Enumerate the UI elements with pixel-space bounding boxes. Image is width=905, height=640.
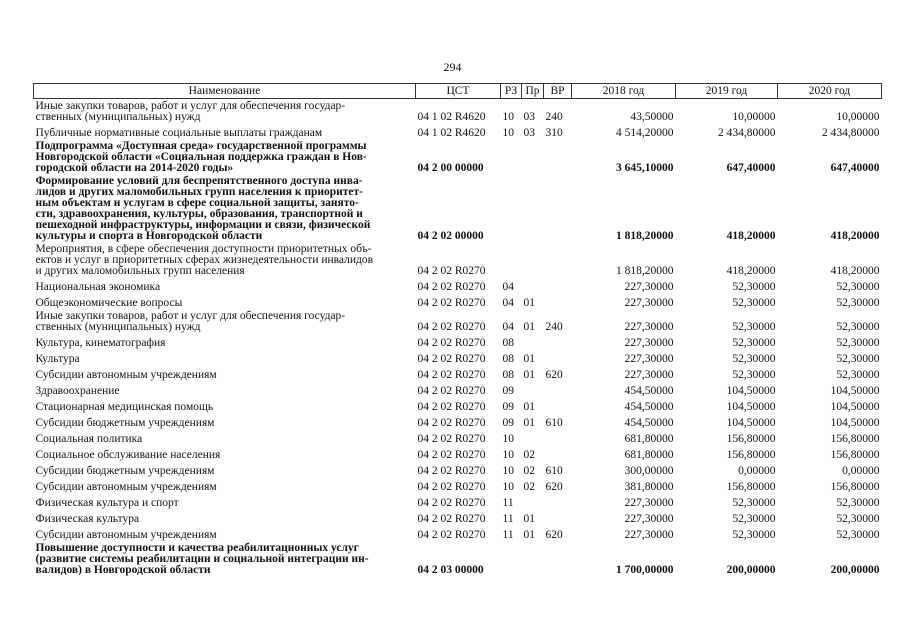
cell-name [34, 413, 416, 429]
cell-rz: 09 [502, 401, 514, 413]
table-row [34, 525, 882, 541]
cell-2018: 1 818,20000 [616, 265, 674, 277]
cell-cst: 04 2 02 R0270 [417, 513, 486, 525]
cell-2018: 227,30000 [624, 281, 674, 293]
cell-2018: 227,30000 [624, 497, 674, 509]
cell-2018: 227,30000 [624, 321, 674, 333]
cell-vr [544, 277, 572, 293]
header-2019: 2019 год [676, 84, 778, 99]
cell-pr [522, 242, 544, 277]
table-row [34, 541, 882, 576]
header-2020: 2020 год [778, 84, 882, 99]
cell-cst: 04 2 02 R0270 [417, 337, 486, 349]
cell-vr: 610 [545, 465, 563, 477]
table-row [34, 381, 882, 397]
cell-2018: 227,30000 [624, 513, 674, 525]
cell-2020: 2 434,80000 [822, 127, 880, 139]
cell-vr: 620 [545, 369, 563, 381]
header-pr: Пр [522, 84, 544, 99]
cell-name [34, 365, 416, 381]
cell-vr [544, 493, 572, 509]
cell-2018: 227,30000 [624, 297, 674, 309]
cell-name [34, 541, 416, 576]
cell-2019: 418,20000 [726, 265, 776, 277]
cell-name-line: лидов и других маломобильных групп населения к приоритет- [35, 186, 364, 198]
cell-2019: 52,30000 [732, 369, 776, 381]
cell-2019: 156,80000 [726, 449, 776, 461]
cell-rz: 04 [502, 321, 514, 333]
cell-name-line: Мероприятия, в сфере обеспечения доступности приоритетных объ- [35, 243, 372, 255]
cell-pr: 01 [523, 417, 535, 429]
cell-2019: 156,80000 [726, 481, 776, 493]
cell-name-line: Иные закупки товаров, работ и услуг для обеспечения государ- [35, 100, 346, 112]
cell-vr: 610 [545, 417, 563, 429]
cell-2018: 43,50000 [630, 111, 674, 123]
cell-rz: 04 [502, 281, 514, 293]
cell-pr: 03 [523, 127, 535, 139]
cell-name-line: Субсидии бюджетным учреждениям [35, 465, 215, 477]
cell-2019: 104,50000 [726, 385, 776, 397]
cell-rz [501, 139, 522, 174]
table-row [34, 477, 882, 493]
cell-2019: 10,00000 [732, 111, 776, 123]
cell-name [34, 293, 416, 309]
cell-pr [522, 541, 544, 576]
cell-cst: 04 2 02 R0270 [417, 353, 486, 365]
cell-name-line: Социальная политика [35, 433, 143, 445]
cell-name [34, 123, 416, 139]
table-header-row [34, 84, 882, 99]
cell-2019: 104,50000 [726, 417, 776, 429]
cell-2020: 52,30000 [836, 337, 880, 349]
cell-cst: 04 2 02 R0270 [417, 385, 486, 397]
cell-2018: 454,50000 [624, 401, 674, 413]
header-2018: 2018 год [572, 84, 676, 99]
cell-2018: 227,30000 [624, 337, 674, 349]
cell-2020: 647,40000 [830, 162, 880, 174]
cell-name [34, 397, 416, 413]
cell-cst: 04 2 00 00000 [417, 162, 484, 174]
cell-name-line: Субсидии автономным учреждениям [35, 481, 217, 493]
cell-rz: 09 [502, 385, 514, 397]
cell-rz: 10 [502, 465, 514, 477]
cell-pr [522, 174, 544, 242]
cell-pr: 01 [523, 401, 535, 413]
cell-2020: 156,80000 [830, 433, 880, 445]
budget-table [33, 83, 882, 576]
cell-2020: 52,30000 [836, 281, 880, 293]
cell-name-line: Физическая культура [35, 513, 140, 525]
cell-2019: 200,00000 [726, 564, 776, 576]
cell-cst: 04 2 02 R0270 [417, 529, 486, 541]
cell-cst: 04 2 02 R0270 [417, 465, 486, 477]
cell-2019: 0,00000 [738, 465, 776, 477]
cell-pr [522, 493, 544, 509]
cell-name-line: валидов) в Новгородской области [35, 564, 211, 576]
cell-2020: 52,30000 [836, 353, 880, 365]
cell-rz: 09 [502, 417, 514, 429]
cell-2019: 418,20000 [726, 230, 776, 242]
cell-name-line: Социальное обслуживание населения [35, 449, 221, 461]
cell-name-line: ственных (муниципальных) нужд [35, 111, 201, 123]
cell-2020: 0,00000 [842, 465, 880, 477]
table-row [34, 174, 882, 242]
cell-cst: 04 2 02 R0270 [417, 265, 486, 277]
cell-rz: 10 [502, 433, 514, 445]
cell-rz: 04 [502, 297, 514, 309]
cell-2019: 156,80000 [726, 433, 776, 445]
cell-cst: 04 2 02 R0270 [417, 433, 486, 445]
cell-vr [544, 397, 572, 413]
cell-2020: 418,20000 [830, 265, 880, 277]
cell-vr: 620 [545, 481, 563, 493]
cell-name [34, 477, 416, 493]
table-row [34, 242, 882, 277]
cell-name-line: городской области на 2014-2020 годы» [35, 162, 234, 174]
cell-pr: 02 [523, 481, 535, 493]
cell-rz: 10 [502, 449, 514, 461]
cell-2020: 156,80000 [830, 481, 880, 493]
cell-cst: 04 2 02 R0270 [417, 321, 486, 333]
cell-vr [544, 381, 572, 397]
cell-rz [501, 242, 522, 277]
cell-pr [522, 429, 544, 445]
cell-name-line: Формирование условий для беспрепятственного доступа инва- [35, 175, 363, 187]
cell-pr: 01 [523, 321, 535, 333]
cell-name [34, 493, 416, 509]
table-row [34, 493, 882, 509]
cell-2018: 227,30000 [624, 529, 674, 541]
cell-2020: 104,50000 [830, 385, 880, 397]
cell-name-line: Иные закупки товаров, работ и услуг для обеспечения государ- [35, 310, 346, 322]
cell-2018: 227,30000 [624, 369, 674, 381]
cell-name [34, 242, 416, 277]
cell-name-line: (развитие системы реабилитации и социальной интеграции ин- [35, 553, 369, 565]
table-row [34, 445, 882, 461]
cell-name [34, 461, 416, 477]
cell-name-line: Повышение доступности и качества реабилитационных услуг [35, 542, 359, 554]
cell-name-line: Национальная экономика [35, 281, 161, 293]
cell-vr: 620 [545, 529, 563, 541]
cell-name [34, 525, 416, 541]
cell-rz: 10 [502, 481, 514, 493]
cell-rz [501, 541, 522, 576]
cell-pr: 02 [523, 449, 535, 461]
cell-pr: 01 [523, 297, 535, 309]
cell-vr [544, 429, 572, 445]
cell-2019: 52,30000 [732, 337, 776, 349]
cell-name [34, 277, 416, 293]
cell-name-line: Новгородской области «Социальная поддержка граждан в Нов- [35, 151, 367, 163]
cell-vr [544, 174, 572, 242]
cell-cst: 04 2 02 R0270 [417, 481, 486, 493]
cell-vr [544, 445, 572, 461]
cell-rz: 11 [502, 513, 514, 525]
cell-name-line: ственных (муниципальных) нужд [35, 321, 201, 333]
cell-2018: 300,00000 [624, 465, 674, 477]
cell-2019: 2 434,80000 [718, 127, 776, 139]
cell-rz: 11 [502, 529, 514, 541]
cell-pr: 01 [523, 529, 535, 541]
cell-vr: 240 [545, 111, 563, 123]
cell-2019: 647,40000 [726, 162, 776, 174]
table-row [34, 293, 882, 309]
cell-name-line: Физическая культура и спорт [35, 497, 179, 509]
cell-cst: 04 2 02 R0270 [417, 369, 486, 381]
page-number: 294 [443, 60, 462, 74]
cell-name-line: культуры и спорта в Новгородской области [35, 230, 263, 242]
cell-cst: 04 2 02 R0270 [417, 449, 486, 461]
cell-vr: 240 [545, 321, 563, 333]
cell-cst: 04 2 02 R0270 [417, 297, 486, 309]
cell-name-line: Субсидии автономным учреждениям [35, 529, 217, 541]
table-row [34, 397, 882, 413]
cell-2020: 52,30000 [836, 513, 880, 525]
cell-name-line: ектов и услуг в приоритетных сферах жизнедеятельности инвалидов [35, 254, 374, 266]
cell-rz: 08 [502, 353, 514, 365]
cell-cst: 04 1 02 R4620 [417, 127, 486, 139]
table-body [34, 99, 882, 577]
cell-pr: 01 [523, 369, 535, 381]
cell-2018: 454,50000 [624, 385, 674, 397]
cell-vr [544, 293, 572, 309]
cell-2020: 156,80000 [830, 449, 880, 461]
cell-2020: 52,30000 [836, 297, 880, 309]
table-row [34, 429, 882, 445]
cell-cst: 04 2 02 R0270 [417, 401, 486, 413]
table-row [34, 139, 882, 174]
cell-name-line: Стационарная медицинская помощь [35, 401, 214, 413]
cell-rz: 11 [502, 497, 514, 509]
table-row [34, 99, 882, 124]
cell-name-line: Субсидии автономным учреждениям [35, 369, 217, 381]
cell-vr [544, 541, 572, 576]
cell-2019: 104,50000 [726, 401, 776, 413]
cell-2018: 381,80000 [624, 481, 674, 493]
cell-name-line: Субсидии бюджетным учреждениям [35, 417, 215, 429]
cell-2020: 104,50000 [830, 417, 880, 429]
cell-rz: 10 [502, 127, 514, 139]
cell-cst: 04 2 02 00000 [417, 230, 484, 242]
cell-cst: 04 2 02 R0270 [417, 417, 486, 429]
cell-2018: 454,50000 [624, 417, 674, 429]
cell-cst: 04 2 02 R0270 [417, 281, 486, 293]
cell-2020: 52,30000 [836, 321, 880, 333]
cell-2018: 227,30000 [624, 353, 674, 365]
cell-2019: 52,30000 [732, 497, 776, 509]
table-row [34, 349, 882, 365]
cell-pr: 01 [523, 513, 535, 525]
cell-2019: 52,30000 [732, 297, 776, 309]
cell-cst: 04 2 03 00000 [417, 564, 484, 576]
cell-pr [522, 333, 544, 349]
cell-2018: 3 645,10000 [616, 162, 674, 174]
cell-name-line: пешеходной инфраструктуры, информации и связи, физической [35, 219, 371, 231]
cell-name-line: Культура [35, 353, 80, 365]
cell-2020: 10,00000 [836, 111, 880, 123]
cell-name [34, 99, 416, 124]
cell-2019: 52,30000 [732, 281, 776, 293]
cell-2020: 200,00000 [830, 564, 880, 576]
cell-2020: 52,30000 [836, 529, 880, 541]
table-row [34, 309, 882, 333]
cell-2020: 52,30000 [836, 497, 880, 509]
cell-vr [544, 509, 572, 525]
cell-name [34, 349, 416, 365]
cell-name [34, 309, 416, 333]
cell-vr [544, 333, 572, 349]
cell-2019: 52,30000 [732, 321, 776, 333]
cell-name-line: Публичные нормативные социальные выплаты гражданам [35, 127, 323, 139]
cell-pr: 03 [523, 111, 535, 123]
cell-rz [501, 174, 522, 242]
header-name: Наименование [34, 84, 416, 99]
cell-name [34, 509, 416, 525]
cell-rz: 10 [502, 111, 514, 123]
cell-vr [544, 242, 572, 277]
cell-2018: 4 514,20000 [616, 127, 674, 139]
cell-name [34, 429, 416, 445]
cell-2020: 104,50000 [830, 401, 880, 413]
cell-vr [544, 139, 572, 174]
cell-2018: 681,80000 [624, 449, 674, 461]
cell-name [34, 174, 416, 242]
cell-rz: 08 [502, 369, 514, 381]
cell-name [34, 445, 416, 461]
cell-2019: 52,30000 [732, 353, 776, 365]
cell-pr [522, 381, 544, 397]
cell-name [34, 139, 416, 174]
cell-pr: 01 [523, 353, 535, 365]
cell-2019: 52,30000 [732, 513, 776, 525]
cell-name [34, 333, 416, 349]
cell-cst: 04 2 02 R0270 [417, 497, 486, 509]
cell-name [34, 381, 416, 397]
cell-rz: 08 [502, 337, 514, 349]
cell-2018: 1 818,20000 [616, 230, 674, 242]
cell-2018: 1 700,00000 [616, 564, 674, 576]
header-cst: ЦСТ [416, 84, 501, 99]
cell-pr [522, 277, 544, 293]
cell-pr [522, 139, 544, 174]
cell-name-line: Общеэкономические вопросы [35, 297, 183, 309]
cell-name-line: и других маломобильных групп населения [35, 265, 245, 277]
table-row [34, 333, 882, 349]
cell-name-line: Здравоохранение [35, 385, 120, 397]
header-vr: ВР [544, 84, 572, 99]
cell-2020: 52,30000 [836, 369, 880, 381]
cell-pr: 02 [523, 465, 535, 477]
table-row [34, 461, 882, 477]
table-row [34, 509, 882, 525]
cell-2019: 52,30000 [732, 529, 776, 541]
cell-2018: 681,80000 [624, 433, 674, 445]
table-row [34, 365, 882, 381]
cell-name-line: ным объектам и услугам в сфере социальной защиты, занято- [35, 197, 359, 209]
cell-name-line: Подпрограмма «Доступная среда» государственной программы [35, 140, 367, 152]
cell-cst: 04 1 02 R4620 [417, 111, 486, 123]
cell-name-line: сти, здравоохранения, культуры, образования, транспортной и [35, 208, 363, 220]
table-row [34, 413, 882, 429]
table-row [34, 277, 882, 293]
cell-vr: 310 [545, 127, 563, 139]
cell-vr [544, 349, 572, 365]
table-row [34, 123, 882, 139]
header-rz: РЗ [501, 84, 522, 99]
cell-2020: 418,20000 [830, 230, 880, 242]
cell-name-line: Культура, кинематография [35, 337, 166, 349]
